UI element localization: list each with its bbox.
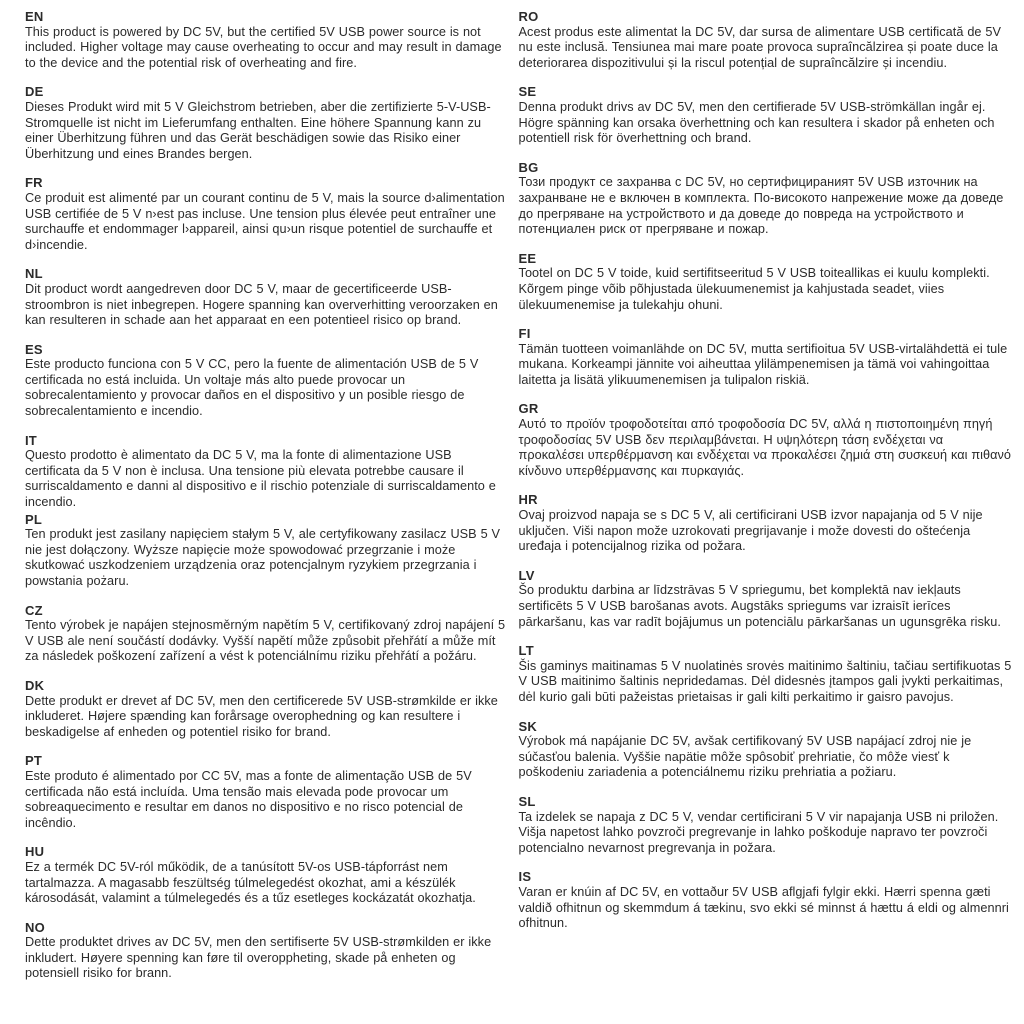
- lang-text-en: This product is powered by DC 5V, but the certified 5V USB power source is not included. Higher voltage may cause overheating to occur and may result in damage to the device and the potential risk of overheating and fire.: [25, 24, 502, 70]
- lang-text-ee: Tootel on DC 5 V toide, kuid sertifitseeritud 5 V USB toiteallikas ei kuulu komplekti. Kõrgem pinge võib põhjustada ülekuumenemist ja kahjustada seadet, viies ülekuumenemise ja tulekahju ohuni.: [518, 266, 990, 312]
- lang-text-fr: Ce produit est alimenté par un courant continu de 5 V, mais la source d›alimentation USB certifiée de 5 V n›est pas incluse. Une tension plus élevée peut entraîner une surchauffe et endommager l›appareil, ainsi qu›un risque potentiel de surchauffe et d›incendie.: [25, 190, 505, 252]
- lang-code-pl: PL: [25, 511, 43, 527]
- lang-section-cz: [25, 603, 506, 665]
- lang-text-sk: Výrobok má napájanie DC 5V, avšak certifikovaný 5V USB napájací zdroj nie je súčasťou balenia. Vyššie napätie môže spôsobiť prehriatie, čo môže viesť k poškodeniu zariadenia a potenciálnemu riziku prehriatia a požiaru.: [518, 734, 972, 780]
- right-column: [519, 9, 1012, 995]
- lang-code-hu: HU: [25, 844, 45, 860]
- lang-code-sk: SK: [518, 718, 538, 734]
- lang-text-ro: Acest produs este alimentat la DC 5V, dar sursa de alimentare USB certificată de 5V nu este inclusă. Tensiunea mai mare poate provoca supraîncălzirea și poate duce la deteriorarea dispozitivului și la riscul potențial de supraîncălzire și incendiu.: [518, 24, 1002, 70]
- lang-section-ee: [519, 251, 1012, 313]
- lang-text-nl: Dit product wordt aangedreven door DC 5 V, maar de gecertificeerde USB-stroombron is niet inbegrepen. Hogere spanning kan oververhitting veroorzaken en kan resulteren in schade aan het apparaat en een potentieel risico op brand.: [25, 281, 498, 328]
- left-column: [25, 9, 506, 995]
- lang-section-it: [25, 433, 506, 511]
- lang-text-bg: Този продукт се захранва с DC 5V, но сертифицираният 5V USB източник на захранване не е включен в комплекта. По-високото напрежение може да доведе до прегряване на устройството и да доведе до повреда на устройството и потенциален риск от прегряване и пожар.: [518, 175, 1004, 237]
- lang-text-is: Varan er knúin af DC 5V, en vottaður 5V USB aflgjafi fylgir ekki. Hærri spenna gæti valdið ofhitnun og skemmdum á tækinu, svo ekki sé minnst á hættu á eldi og almennri ofhitnun.: [518, 884, 1009, 931]
- lang-section-hr: [519, 492, 1012, 554]
- lang-code-no: NO: [25, 919, 45, 935]
- lang-text-es: Este producto funciona con 5 V CC, pero la fuente de alimentación USB de 5 V certificada no está incluida. Un voltaje más alto puede provocar un sobrecalentamiento y provocar daños en el dispositivo y un posible riesgo de sobrecalentamiento e incendio.: [25, 357, 479, 419]
- lang-text-hr: Ovaj proizvod napaja se s DC 5 V, ali certificirani USB izvor napajanja od 5 V nije uključen. Viši napon može uzrokovati pregrijavanje i može dovesti do oštećenja uređaja i potencijalnog rizika od požara.: [518, 508, 983, 554]
- lang-text-lv: Šo produktu darbina ar līdzstrāvas 5 V spriegumu, bet komplektā nav iekļauts sertificēts 5 V USB barošanas avots. Augstāks spriegums var izraisīt ierīces pārkaršanu, kas var radīt bojājumus un potenciālu pārkaršanas un ugunsgrēka risku.: [518, 583, 1001, 629]
- lang-code-gr: GR: [518, 401, 539, 417]
- lang-text-gr: Αυτό το προϊόν τροφοδοτείται από τροφοδοσία DC 5V, αλλά η πιστοποιημένη πηγή τροφοδοσίας 5V USB δεν περιλαμβάνεται. Η υψηλότερη τάση ενδέχεται να προκαλέσει υπερθέρμανση και ενδέχεται να προκαλέσει ζημιά στη συσκευή και πιθανό κίνδυνο υπερθέρμανσης και πυρκαγιάς.: [518, 417, 1012, 478]
- lang-code-es: ES: [25, 341, 43, 357]
- lang-code-ro: RO: [518, 9, 539, 24]
- lang-section-bg: [519, 160, 1012, 238]
- lang-code-lt: LT: [518, 643, 534, 659]
- lang-code-se: SE: [518, 84, 537, 100]
- lang-code-dk: DK: [25, 677, 45, 693]
- lang-section-en: [25, 9, 506, 71]
- lang-section-gr: [519, 401, 1012, 479]
- lang-section-hu: [25, 844, 506, 906]
- lang-text-fi: Tämän tuotteen voimanlähde on DC 5V, mutta sertifioitua 5V USB-virtalähdettä ei tule mukana. Korkeampi jännite voi aiheuttaa ylilämpenemisen ja tämä voi vahingoittaa laitetta ja lisätä ylikuumenemisen ja tulipalon riskiä.: [518, 341, 1008, 387]
- lang-code-fi: FI: [518, 326, 531, 342]
- lang-section-ro: [519, 9, 1012, 71]
- lang-text-cz: Tento výrobek je napájen stejnosměrným napětím 5 V, certifikovaný zdroj napájení 5 V USB ale není součástí dodávky. Vyšší napětí může způsobit přehřátí a může mít za následek poškození zařízení a vést k potenciálnímu riziku přehřátí a požáru.: [25, 618, 506, 664]
- lang-text-hu: Ez a termék DC 5V-ról működik, de a tanúsított 5V-os USB-tápforrást nem tartalmazza. A magasabb feszültség túlmelegedést okozhat, ami a készülék károsodását, valamint a túlmelegedés és a tűz esetleges kockázatát okozhatja.: [25, 859, 476, 906]
- lang-code-nl: NL: [25, 266, 43, 282]
- lang-code-hr: HR: [518, 492, 538, 508]
- lang-section-se: [519, 84, 1012, 146]
- lang-code-bg: BG: [518, 159, 539, 175]
- lang-code-cz: CZ: [25, 602, 43, 618]
- lang-text-lt: Šis gaminys maitinamas 5 V nuolatinės srovės maitinimo šaltiniu, tačiau sertifikuotas 5 V USB maitinimo šaltinis nepridedamas. Dėl didesnės įtampos gali įvykti perkaitimas, dėl kurio gali būti pažeistas prietaisas ir gali kilti perkaitimo ir gaisro pavojus.: [518, 658, 1012, 704]
- lang-text-pl: Ten produkt jest zasilany napięciem stałym 5 V, ale certyfikowany zasilacz USB 5 V nie jest dołączony. Wyższe napięcie może spowodować przegrzanie i może skutkować uszkodzeniem urządzenia oraz potencjalnym ryzykiem przegrzania i powstania pożaru.: [25, 527, 501, 588]
- lang-section-sk: [519, 719, 1012, 781]
- lang-section-pl: [25, 512, 506, 590]
- lang-section-lv: [519, 568, 1012, 630]
- lang-code-pt: PT: [25, 753, 43, 769]
- lang-section-is: [519, 869, 1012, 931]
- lang-section-pt: [25, 753, 506, 831]
- lang-section-no: [25, 920, 506, 982]
- lang-section-nl: [25, 266, 506, 328]
- lang-section-lt: [519, 643, 1012, 705]
- lang-section-de: [25, 84, 506, 162]
- lang-code-is: IS: [518, 869, 532, 885]
- lang-section-sl: [519, 794, 1012, 856]
- lang-section-fi: [519, 326, 1012, 388]
- lang-text-pt: Este produto é alimentado por CC 5V, mas a fonte de alimentação USB de 5V certificada não está incluída. Uma tensão mais elevada pode provocar um sobreaquecimento e resultar em danos no dispositivo e no risco potencial de incêndio.: [25, 768, 472, 830]
- lang-text-it: Questo prodotto è alimentato da DC 5 V, ma la fonte di alimentazione USB certificata da 5 V non è inclusa. Una tensione più elevata potrebbe causare il surriscaldamento e danni al dispositivo e il rischio potenziale di surriscaldamento e incendio.: [25, 448, 496, 510]
- lang-code-fr: FR: [25, 175, 43, 191]
- lang-code-ee: EE: [518, 250, 537, 266]
- lang-section-dk: [25, 678, 506, 740]
- lang-code-sl: SL: [518, 793, 536, 809]
- lang-text-dk: Dette produkt er drevet af DC 5V, men den certificerede 5V USB-strømkilde er ikke inkluderet. Højere spænding kan forårsage overophedning og kan resultere i beskadigelse af enheden og potentiel risiko for brand.: [25, 693, 498, 739]
- lang-code-it: IT: [25, 432, 37, 448]
- lang-section-fr: [25, 175, 506, 253]
- lang-code-de: DE: [25, 84, 44, 100]
- lang-text-sl: Ta izdelek se napaja z DC 5 V, vendar certificirani 5 V vir napajanja USB ni priložen. Višja napetost lahko povzroči pregrevanje in lahko poškoduje napravo ter povzroči potencialno nevarnost pregrevanja in požara.: [518, 809, 999, 855]
- lang-text-de: Dieses Produkt wird mit 5 V Gleichstrom betrieben, aber die zertifizierte 5-V-USB-Stromquelle ist nicht im Lieferumfang enthalten. Eine höhere Spannung kann zu einer Überhitzung führen und das Gerät beschädigen sowie das Risiko einer Überhitzung und eines Brandes bergen.: [25, 99, 491, 161]
- lang-text-se: Denna produkt drivs av DC 5V, men den certifierade 5V USB-strömkällan ingår ej. Högre spänning kan orsaka överhettning och kan resultera i skador på enheten och potentiell risk för överhettning och brand.: [518, 99, 995, 146]
- lang-text-no: Dette produktet drives av DC 5V, men den sertifiserte 5V USB-strømkilden er ikke inkludert. Høyere spenning kan føre til overoppheting, skade på enheten og potensiell risiko for brann.: [25, 935, 492, 981]
- lang-code-en: EN: [25, 9, 44, 24]
- lang-section-es: [25, 342, 506, 420]
- lang-code-lv: LV: [518, 567, 535, 583]
